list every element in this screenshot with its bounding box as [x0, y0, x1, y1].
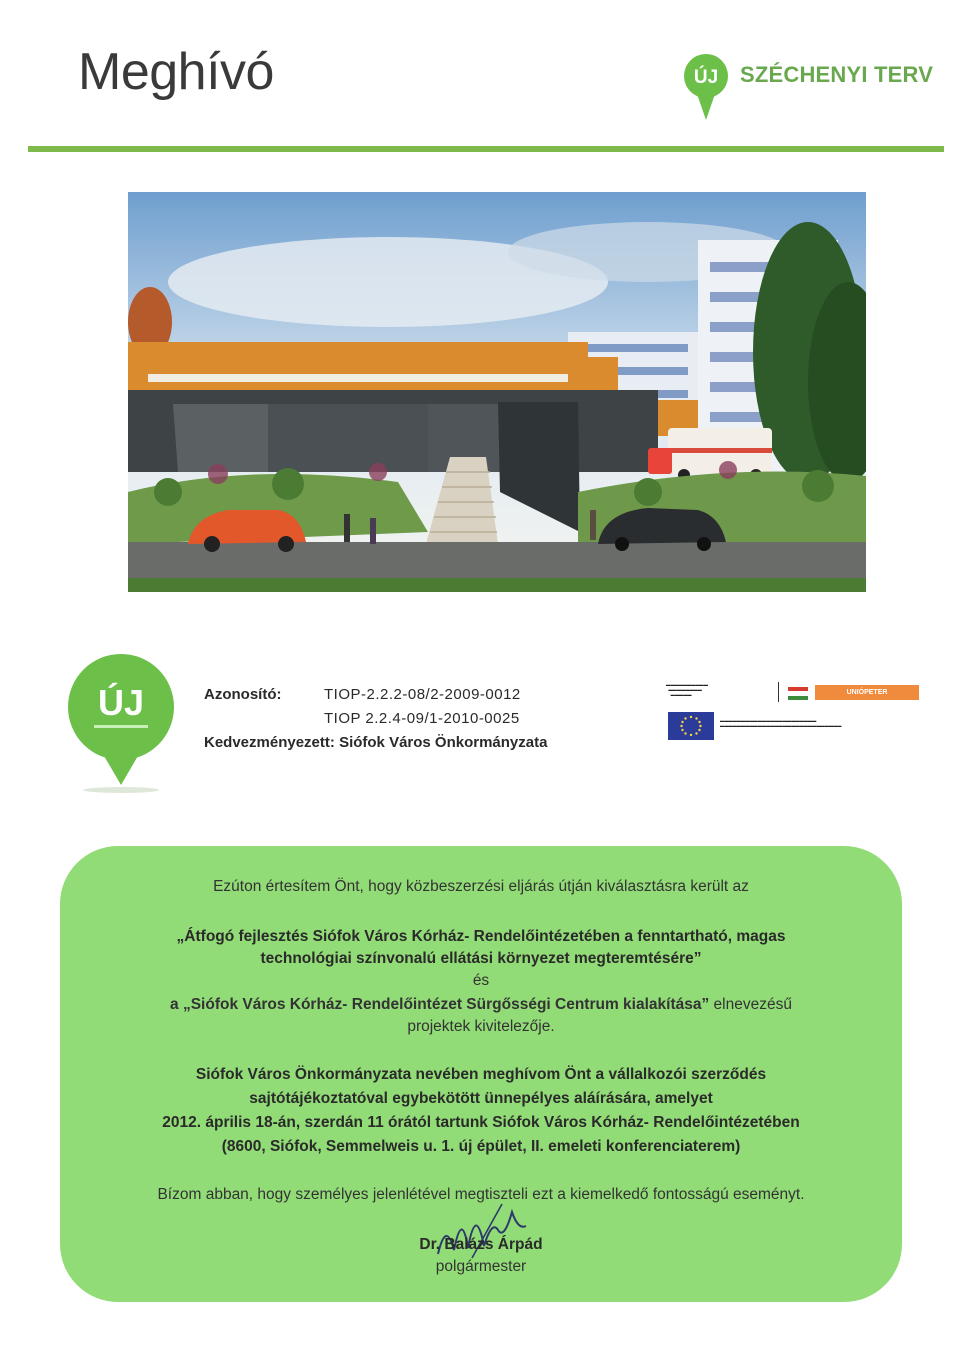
signer-name: Dr. Balázs Árpád: [419, 1236, 543, 1253]
brand-name: SZÉCHENYI TERV: [740, 62, 934, 87]
uj-logo-text: ÚJ: [97, 682, 145, 723]
uniopeter-badge: UNIÓPETER: [815, 685, 919, 700]
divider: [778, 682, 779, 702]
notice-line: Ezúton értesítem Önt, hogy közbeszerzési eljárás útján kiválasztásra került az: [213, 878, 749, 895]
page-title: Meghívó: [78, 43, 274, 101]
header-divider: [28, 146, 944, 152]
kedvezmenyezett-value: Siófok Város Önkormányzata: [339, 734, 548, 751]
azonosito-value-2: TIOP 2.2.4-09/1-2010-0025: [324, 710, 520, 727]
azonosito-value-1: TIOP-2.2.2-08/2-2009-0012: [324, 686, 521, 703]
closing-line: Bízom abban, hogy személyes jelenlétével megtiszteli ezt a kiemelkedő fontosságú eseményt.: [157, 1186, 805, 1203]
conjunction-es: és: [472, 972, 490, 989]
ndp-agency-small-print: ▬▬▬▬▬▬▬▬▬▬ ▬▬▬▬▬▬▬▬ ▬▬▬▬▬: [666, 682, 708, 697]
azonosito-label: Azonosító:: [204, 686, 282, 703]
hospital-building-image: [128, 192, 866, 592]
project-2-suffix: elnevezésű: [709, 996, 792, 1013]
project-2-title: a „Siófok Város Kórház- Rendelőintézet Sürgősségi Centrum kialakítása”: [170, 996, 710, 1013]
contractor-line: projektek kivitelezője.: [407, 1018, 555, 1035]
brand-logo-text: ÚJ: [693, 67, 719, 88]
invite-line-4: (8600, Siófok, Semmelweis u. 1. új épület, II. emeleti konferenciaterem): [221, 1138, 741, 1155]
invite-line-1: Siófok Város Önkormányzata nevében meghívom Önt a vállalkozói szerződés: [195, 1066, 767, 1083]
signer-title: polgármester: [435, 1258, 527, 1275]
project-1-line-2: technológiai színvonalú ellátási környezet megteremtésére”: [260, 950, 702, 967]
funding-logos: [666, 680, 928, 742]
invite-line-3: 2012. április 18-án, szerdán 11 órától tartunk Siófok Város Kórház- Rendelőintézetében: [162, 1114, 800, 1131]
invite-line-2: sajtótájékoztatóval egybekötött ünnepélyes aláírására, amelyet: [249, 1090, 713, 1107]
uj-szechenyi-logo: [62, 653, 180, 793]
invitation-box: [60, 846, 902, 1302]
project-2-line: [60, 996, 902, 1014]
hungarian-flag-icon: [788, 687, 808, 700]
kedvezmenyezett-label: Kedvezményezett:: [204, 734, 335, 751]
eu-flag-icon: [668, 712, 714, 740]
project-1-line-1: „Átfogó fejlesztés Siófok Város Kórház- Rendelőintézetében a fenntartható, magas: [176, 928, 786, 945]
eu-small-print: ▬▬▬▬▬▬▬▬▬▬▬▬▬▬▬▬▬▬▬▬▬▬▬ ▬▬▬▬▬▬▬▬▬▬▬▬▬▬▬▬▬▬▬▬▬▬▬▬▬▬▬▬▬: [720, 718, 842, 728]
